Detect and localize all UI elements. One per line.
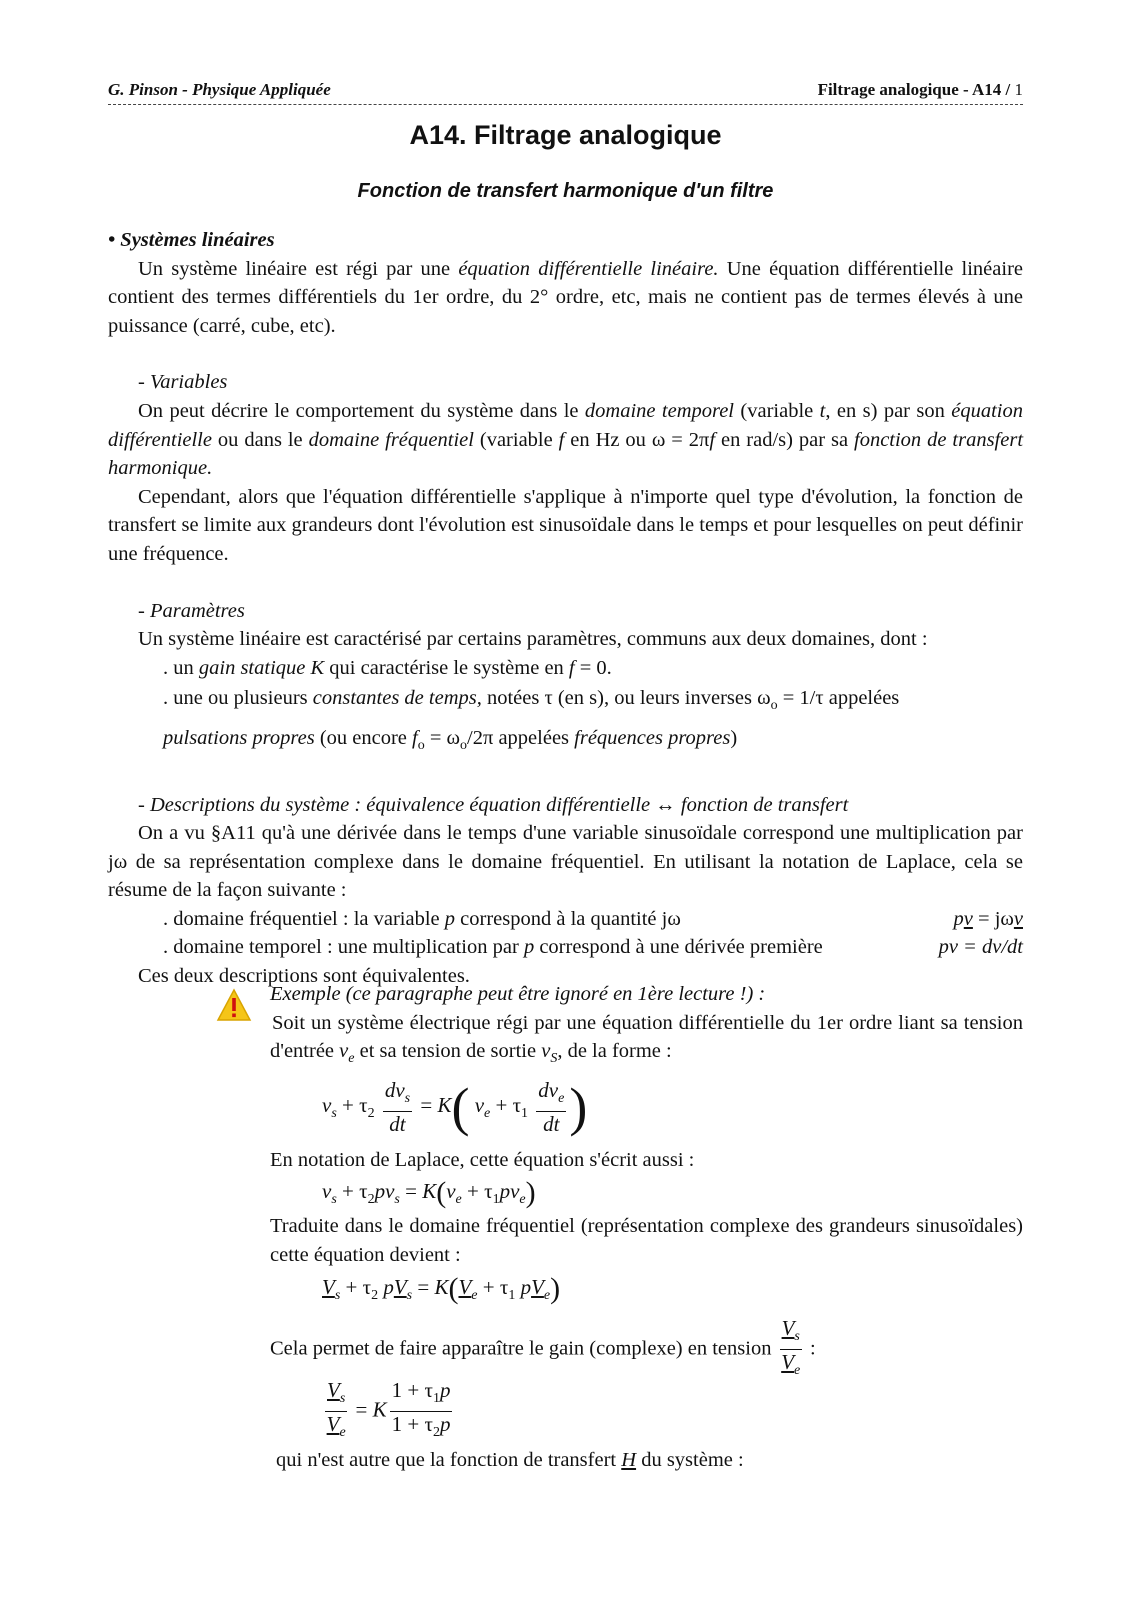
- header-author: G. Pinson - Physique Appliquée: [108, 80, 331, 99]
- equation-differentielle: $v_s + \tau_2$ $\frac{dv_s}{dt}$ = K( $v_e + \tau_1$ $\frac{dv_e}{dt}$ ): [322, 1076, 588, 1137]
- example-paragraph-5: qui n'est autre que la fonction de transfert H du système :: [276, 1448, 744, 1471]
- subheading-parametres: - Paramètres: [138, 599, 245, 622]
- page-header: [108, 80, 1023, 104]
- equation-laplace: $v_s + \tau_2pv_s = K(v_e + \tau_1pv_e)$: [322, 1176, 536, 1210]
- header-chapter: Filtrage analogique - A14 / 1: [817, 80, 1023, 99]
- paragraph-variables-1: On peut décrire le comportement du système dans le domaine temporel (variable t, en s) par son équation différentielle ou dans le domaine fréquentiel (variable f en Hz ou ω = 2πf en rad/s) par sa fonction de transfert harmonique.: [108, 399, 1024, 480]
- example-paragraph-3: Traduite dans le domaine fréquentiel (représentation complexe des grandeurs sinusoïdales) cette équation devient :: [270, 1215, 1023, 1267]
- row-domaine-frequentiel: . domaine fréquentiel : la variable p correspond à la quantité jω pv = jωv: [108, 905, 1023, 934]
- page-number: 1: [1014, 80, 1023, 99]
- list-item-gain-statique: . un gain statique K qui caractérise le système en f = 0.: [163, 656, 612, 679]
- paragraph-equivalence: Ces deux descriptions sont équivalentes.: [138, 965, 470, 988]
- subheading-descriptions: - Descriptions du système : équivalence équation différentielle ↔ fonction de transfert: [138, 793, 849, 816]
- equation-p-freq: pv = jωv: [953, 907, 1023, 930]
- page-title: A14. Filtrage analogique: [409, 120, 722, 150]
- subheading-variables: - Variables: [138, 371, 228, 394]
- equation-p-temp: pv = dv/dt: [938, 936, 1023, 959]
- equation-complexe: $V_s + \tau_2$ $pV_s = K(V_e + \tau_1$ $pV_e$): [322, 1271, 561, 1305]
- warning-icon: [216, 988, 252, 1022]
- document-body: [108, 226, 1023, 991]
- example-block: [270, 980, 1023, 1474]
- row-domaine-temporel: . domaine temporel : une multiplication par p correspond à une dérivée première pv = dv/dt: [108, 933, 1023, 962]
- example-paragraph-4: Cela permet de faire apparaître le gain (complexe) en tension $\frac{V_s}{V_e}$ :: [270, 1315, 816, 1379]
- example-heading: Exemple (ce paragraphe peut être ignoré en 1ère lecture !) :: [270, 983, 766, 1005]
- header-divider: [108, 104, 1023, 105]
- section-heading-lineaires: • Systèmes linéaires: [108, 229, 275, 251]
- example-paragraph-2: En notation de Laplace, cette équation s'écrit aussi :: [270, 1148, 695, 1171]
- paragraph-lineaires: Un système linéaire est régi par une équation différentielle linéaire. Une équation différentielle linéaire contient des termes différentiels du 1er ordre, du 2° ordre, etc, mais ne contient pas de termes élevés à une puissance (carré, cube, etc).: [108, 257, 1023, 337]
- paragraph-variables-2: Cependant, alors que l'équation différentielle s'applique à n'importe quel type d'évolution, la fonction de transfert se limite aux grandeurs dont l'évolution est sinusoïdale dans le temps et pour lesquelles on peut définir une fréquence.: [108, 485, 1023, 565]
- page-subtitle: Fonction de transfert harmonique d'un filtre: [357, 180, 774, 202]
- equation-gain-complexe: $\frac{V_s}{V_e}$ = K $\frac{1 + \tau_1p}{1 + \tau_2p}$: [326, 1377, 451, 1441]
- example-paragraph-1: Soit un système électrique régi par une équation différentielle du 1er ordre liant sa tension d'entrée $v_e$ et sa tension de sortie $v_S$, de la forme :: [270, 1011, 1023, 1067]
- list-item-constantes-temps: . une ou plusieurs constantes de temps, notées τ (en s), ou leurs inverses $\omega_o = 1/\tau$ appelées: [163, 687, 900, 714]
- list-item-pulsations: pulsations propres (ou encore $f_o = \omega_o/2\pi$ appelées fréquences propres): [163, 727, 738, 754]
- paragraph-descriptions: On a vu §A11 qu'à une dérivée dans le temps d'une variable sinusoïdale correspond une multiplication par jω de sa représentation complexe dans le domaine fréquentiel. En utilisant la notation de Laplace, cela se résume de la façon suivante :: [108, 822, 1023, 902]
- paragraph-parametres-intro: Un système linéaire est caractérisé par certains paramètres, communs aux deux domaines, dont :: [138, 628, 928, 651]
